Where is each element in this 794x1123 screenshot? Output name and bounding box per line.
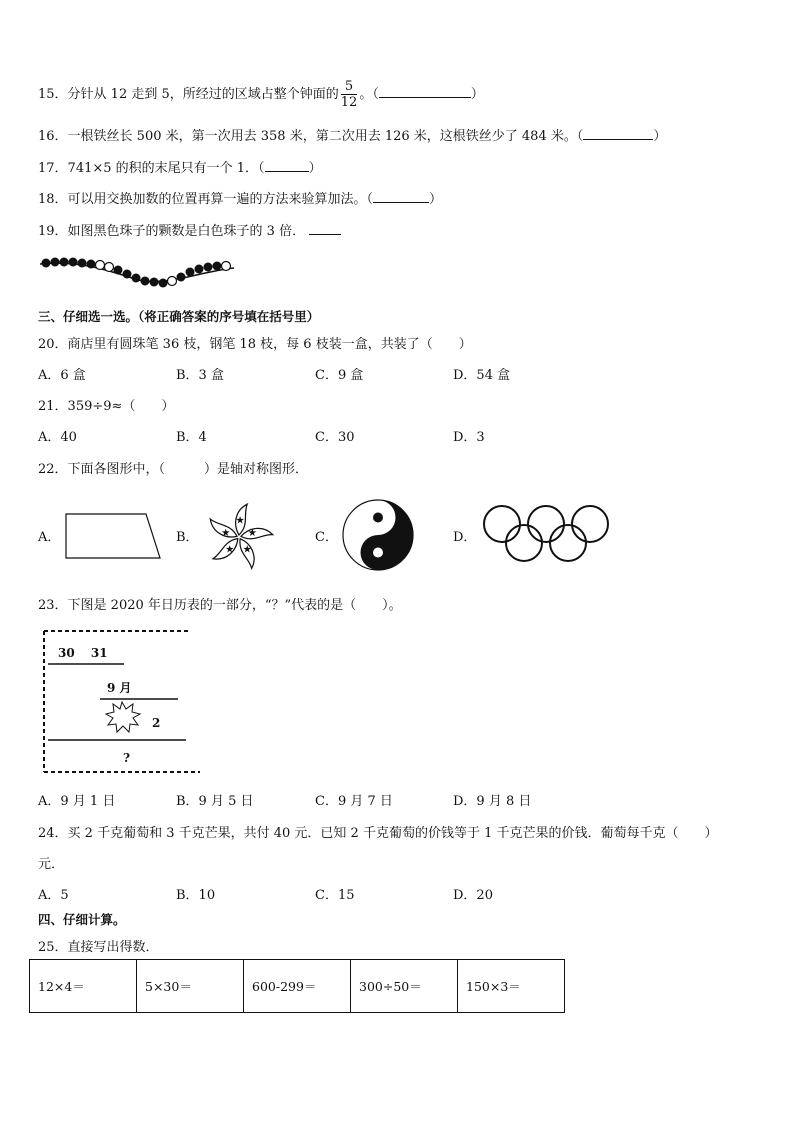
answer-blank-17[interactable] [265, 159, 309, 172]
q15-text: 15．分针从 12 走到 5，所经过的区域占整个钟面的 [38, 87, 339, 102]
q21-option-c[interactable]: C．30 [315, 430, 355, 445]
calc-cell-2[interactable]: 5×30＝ [137, 960, 244, 1013]
calculation-table [29, 959, 565, 1013]
question-16: 16．一根铁丝长 500 米，第一次用去 358 米，第二次用去 126 米，这根铁丝少了 484 米。（ ） [38, 129, 667, 144]
q20-option-d[interactable]: D．54 盒 [453, 368, 511, 383]
svg-text:★: ★ [221, 526, 231, 539]
answer-blank-15[interactable] [379, 85, 471, 98]
question-21: 21．359÷9≈（ ） [38, 399, 175, 414]
q22-option-d[interactable]: D． [453, 530, 477, 545]
q21-option-d[interactable]: D．3 [453, 430, 485, 445]
q22-option-a[interactable]: A． [38, 530, 61, 545]
bauhinia-flower-shape [200, 500, 278, 574]
question-19: 19．如图黑色珠子的颗数是白色珠子的 3 倍． [38, 220, 341, 239]
question-20: 20．商店里有圆珠笔 36 枝，钢笔 18 枝，每 6 枝装一盒，共装了（ ） [38, 337, 472, 352]
question-18: 18．可以用交换加数的位置再算一遍的方法来验算加法。（ ） [38, 192, 443, 207]
question-24: 24．买 2 千克葡萄和 3 千克芒果，共付 40 元．已知 2 千克葡萄的价钱等于 1 千克芒果的价钱．葡萄每千克（ ） [38, 826, 718, 841]
fraction-5-12: $\frac{5}{12}$ [340, 79, 358, 110]
cal-month-label: 9 月 [107, 681, 132, 695]
question-15: 15．分针从 12 走到 5，所经过的区域占整个钟面的 $\frac{5}{12}$ 。（ ） [38, 79, 484, 110]
q24-option-c[interactable]: C．15 [315, 888, 355, 903]
yin-yang-shape [341, 498, 415, 572]
q22-option-b[interactable]: B． [176, 530, 199, 545]
q20-option-c[interactable]: C．9 盒 [315, 368, 364, 383]
question-17: 17．741×5 的积的末尾只有一个 1．（ ） [38, 161, 322, 176]
calc-cell-1[interactable]: 12×4＝ [30, 960, 137, 1013]
calc-cell-3[interactable]: 600-299＝ [244, 960, 351, 1013]
cal-date-2: 2 [152, 716, 161, 730]
olympic-rings-shape [480, 503, 616, 565]
q23-option-b[interactable]: B．9 月 5 日 [176, 794, 254, 809]
q23-option-a[interactable]: A．9 月 1 日 [38, 794, 116, 809]
bead-string-image [38, 252, 238, 292]
cal-question-mark: ? [123, 751, 131, 765]
svg-text:★: ★ [247, 526, 257, 539]
q23-option-c[interactable]: C．9 月 7 日 [315, 794, 393, 809]
q21-option-b[interactable]: B．4 [176, 430, 207, 445]
calendar-fragment [38, 628, 208, 776]
q24-option-d[interactable]: D．20 [453, 888, 493, 903]
q20-option-a[interactable]: A．6 盒 [38, 368, 86, 383]
svg-text:★: ★ [242, 543, 252, 556]
svg-text:★: ★ [235, 514, 245, 527]
question-22: 22．下面各图形中，（ ）是轴对称图形． [38, 462, 309, 477]
answer-blank-18[interactable] [373, 190, 429, 203]
q22-option-c[interactable]: C． [315, 530, 338, 545]
svg-text:★: ★ [225, 543, 235, 556]
section-3-heading: 三、仔细选一选。（将正确答案的序号填在括号里） [38, 309, 320, 324]
question-23: 23．下图是 2020 年日历表的一部分，“？”代表的是（ ）。 [38, 598, 402, 613]
q21-option-a[interactable]: A．40 [38, 430, 77, 445]
section-4-heading: 四、仔细计算。 [38, 912, 126, 927]
parallelogram-shape [62, 510, 164, 562]
q20-option-b[interactable]: B．3 盒 [176, 368, 224, 383]
question-25: 25．直接写出得数． [38, 940, 159, 955]
cal-dates-30-31: 30 31 [58, 646, 108, 660]
calc-cell-5[interactable]: 150×3＝ [458, 960, 565, 1013]
answer-blank-16[interactable] [583, 127, 653, 140]
answer-blank-19[interactable] [309, 222, 341, 235]
calc-cell-4[interactable]: 300÷50＝ [351, 960, 458, 1013]
q24-option-b[interactable]: B．10 [176, 888, 216, 903]
q24-option-a[interactable]: A．5 [38, 888, 69, 903]
question-24-continued: 元． [38, 857, 65, 872]
q23-option-d[interactable]: D．9 月 8 日 [453, 794, 532, 809]
